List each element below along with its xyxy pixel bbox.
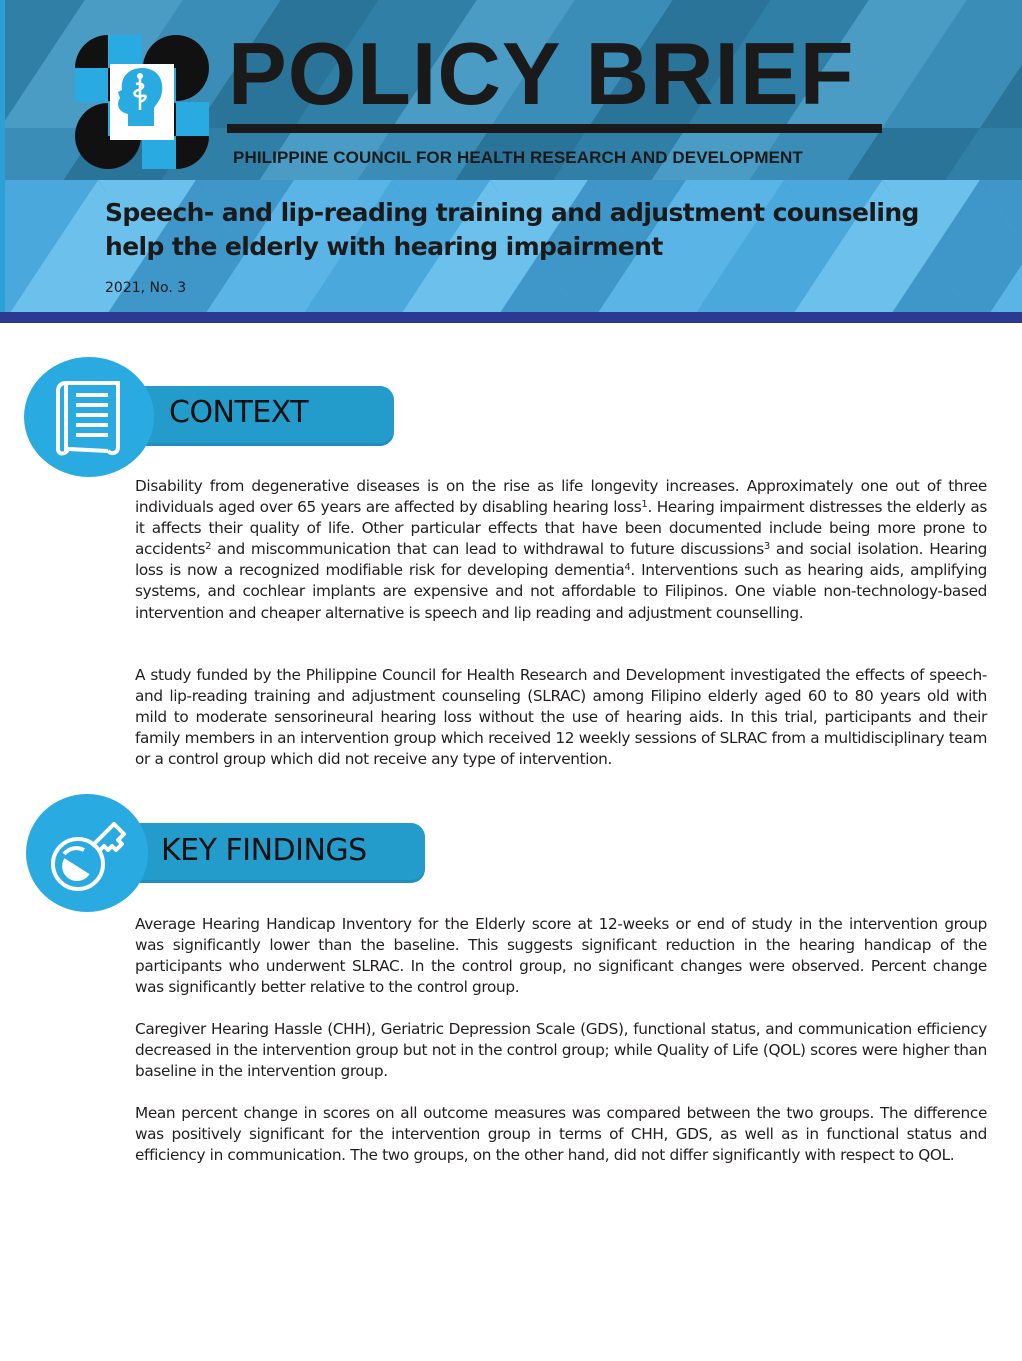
context-text: and miscommunication that can lead to withdrawal to future discussions (211, 540, 764, 559)
citation-2: 2 (205, 541, 212, 553)
context-text: . Interventions such as hearing aids, amplifying systems, and cochlear implants are expensive and not affordable to Filipinos. One viable non-technology-based intervention and cheaper alternative is speech and lip reading and adjustment counselling. (135, 561, 987, 622)
citation-3: 3 (763, 541, 770, 553)
pchrd-logo-icon (74, 34, 210, 170)
context-heading: CONTEXT (169, 395, 309, 430)
context-text: and social isolation. Hearing loss is now a recognized modifiable risk for developing dementia (135, 540, 987, 580)
context-text: . Hearing impairment distresses the elderly as it affects their quality of life. Other particular effects that have been documented include being more prone to accidents (135, 498, 987, 559)
issue-number: 2021, No. 3 (105, 280, 187, 296)
findings-paragraph-3: Mean percent change in scores on all outcome measures was compared between the two groups. The difference was positively significant for the intervention group in terms of CHH, GDS, as well as in functional status and efficiency in communication. The two groups, on the other hand, did not differ significantly with respect to QOL. (135, 1104, 987, 1165)
document-icon (52, 377, 126, 457)
context-text: Disability from degenerative diseases is on the rise as life longevity increases. Approximately one out of three individuals aged over 65 years are affected by disabling hearing loss (135, 477, 987, 517)
header-divider (0, 312, 1022, 323)
title-underline (227, 124, 882, 133)
citation-4: 4 (624, 562, 631, 574)
brand-title: POLICY BRIEF (228, 24, 855, 123)
context-icon-badge (24, 357, 154, 477)
header-left-accent (0, 0, 5, 312)
findings-icon-badge (26, 794, 148, 912)
header-banner (0, 0, 1022, 312)
organization-name: PHILIPPINE COUNCIL FOR HEALTH RESEARCH AND DEVELOPMENT (233, 148, 803, 167)
findings-paragraph-1: Average Hearing Handicap Inventory for the Elderly score at 12-weeks or end of study in the intervention group was significantly lower than the baseline. This suggests significant reduction in the hearing handicap of the participants who underwent SLRAC. In the control group, no significant changes were observed. Percent change was significantly better relative to the control group. (135, 915, 987, 997)
citation-1: 1 (641, 499, 648, 511)
findings-paragraph-2: Caregiver Hearing Hassle (CHH), Geriatric Depression Scale (GDS), functional status, and communication efficiency decreased in the intervention group but not in the control group; while Quality of Life (QOL) scores were higher than baseline in the intervention group. (135, 1020, 987, 1081)
context-paragraph-2: A study funded by the Philippine Council for Health Research and Development investigated the effects of speech- and lip-reading training and adjustment counseling (SLRAC) among Filipino elderly aged 60 to 80 years old with mild to moderate sensorineural hearing loss without the use of hearing aids. In this trial, participants and their family members in an intervention group which received 12 weekly sessions of SLRAC from a multidisciplinary team or a control group which did not receive any type of intervention. (135, 666, 987, 769)
context-paragraph-1 (135, 476, 987, 624)
key-icon (42, 808, 132, 898)
brief-title: Speech- and lip-reading training and adjustment counseling help the elderly with hearing impairment (105, 198, 919, 261)
findings-heading: KEY FINDINGS (161, 833, 367, 868)
